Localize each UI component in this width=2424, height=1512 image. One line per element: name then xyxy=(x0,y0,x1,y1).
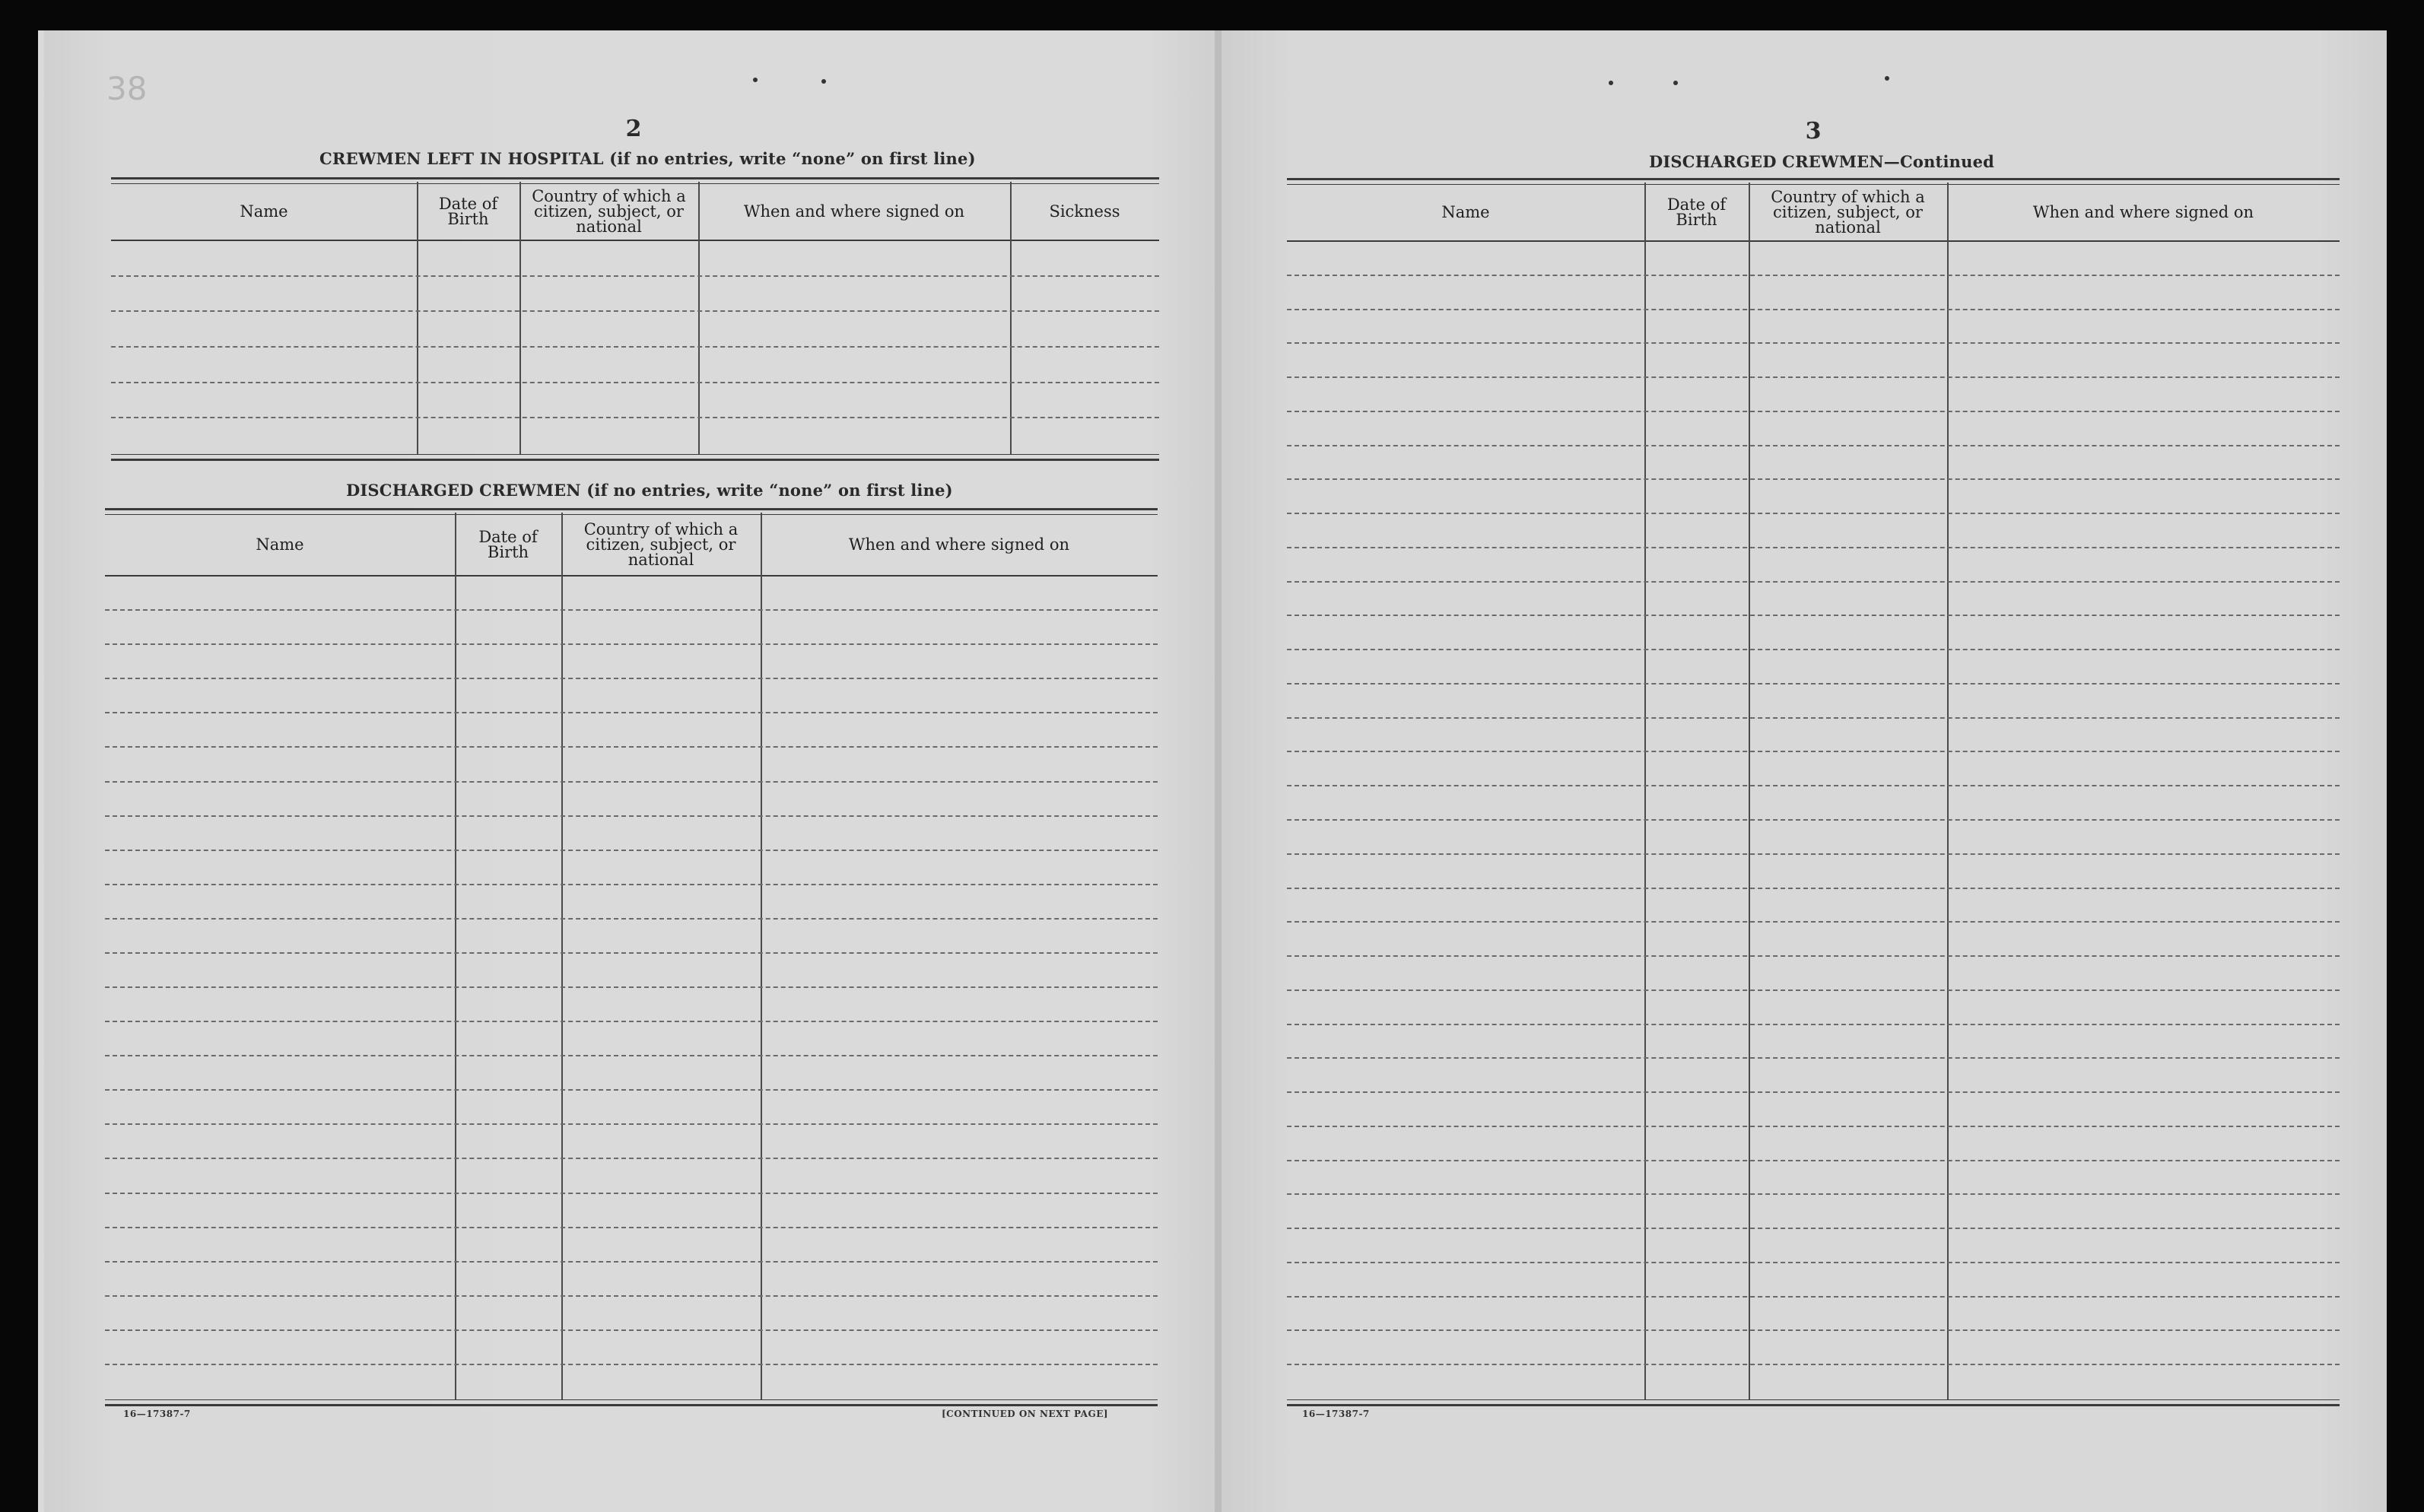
entry-line[interactable] xyxy=(111,310,1159,312)
entry-line[interactable] xyxy=(1287,1091,2340,1093)
entry-line[interactable] xyxy=(111,417,1159,418)
entry-line[interactable] xyxy=(105,1329,1158,1331)
entry-line[interactable] xyxy=(105,952,1158,954)
page-number: 3 xyxy=(1805,118,1822,145)
column-divider xyxy=(761,513,762,1399)
hospital-section-title: CREWMEN LEFT IN HOSPITAL (if no entries, write “none” on first line) xyxy=(319,149,976,168)
entry-line[interactable] xyxy=(1287,683,2340,685)
entry-line[interactable] xyxy=(1287,513,2340,514)
discharged-continued-title: DISCHARGED CREWMEN—Continued xyxy=(1649,152,1995,171)
entry-line[interactable] xyxy=(105,986,1158,988)
entry-line[interactable] xyxy=(1287,1160,2340,1161)
column-divider xyxy=(1644,183,1646,1399)
entry-line[interactable] xyxy=(1287,921,2340,923)
header-rule xyxy=(111,240,1159,241)
entry-line[interactable] xyxy=(105,1123,1158,1125)
entry-line[interactable] xyxy=(1287,445,2340,446)
entry-line[interactable] xyxy=(105,918,1158,920)
speck xyxy=(1609,81,1613,85)
column-header: Country of which a citizen, subject, or national xyxy=(532,187,686,236)
entry-line[interactable] xyxy=(105,1055,1158,1056)
entry-line[interactable] xyxy=(1287,1024,2340,1025)
entry-line[interactable] xyxy=(105,884,1158,885)
entry-line[interactable] xyxy=(1287,1329,2340,1331)
entry-line[interactable] xyxy=(105,746,1158,748)
entry-line[interactable] xyxy=(1287,309,2340,310)
entry-line[interactable] xyxy=(1287,411,2340,412)
column-divider xyxy=(698,182,700,454)
column-header: Country of which a citizen, subject, or national xyxy=(1771,188,1925,237)
form-number: 16—17387-7 xyxy=(123,1409,191,1419)
entry-line[interactable] xyxy=(105,1227,1158,1228)
speck xyxy=(1885,76,1889,81)
speck xyxy=(753,78,758,82)
discharged-table xyxy=(105,508,1158,1404)
corner-mark: 38 xyxy=(106,70,148,107)
entry-line[interactable] xyxy=(105,1021,1158,1022)
entry-line[interactable] xyxy=(1287,751,2340,752)
entry-line[interactable] xyxy=(1287,615,2340,616)
entry-line[interactable] xyxy=(111,382,1159,383)
entry-line[interactable] xyxy=(105,781,1158,783)
column-divider xyxy=(519,182,521,454)
entry-line[interactable] xyxy=(105,815,1158,817)
table-bottom-rule xyxy=(111,454,1159,461)
entry-line[interactable] xyxy=(1287,888,2340,889)
entry-line[interactable] xyxy=(1287,717,2340,719)
column-divider xyxy=(1947,183,1949,1399)
entry-line[interactable] xyxy=(1287,478,2340,480)
entry-line[interactable] xyxy=(1287,1364,2340,1365)
entry-line[interactable] xyxy=(1287,275,2340,276)
discharged-section-title: DISCHARGED CREWMEN (if no entries, write “none” on first line) xyxy=(346,481,953,500)
entry-line[interactable] xyxy=(1287,819,2340,821)
table-bottom-rule xyxy=(1287,1399,2340,1406)
entry-line[interactable] xyxy=(111,346,1159,348)
hospital-table xyxy=(111,177,1159,459)
entry-line[interactable] xyxy=(105,1295,1158,1297)
column-header: Sickness xyxy=(1049,202,1120,221)
entry-line[interactable] xyxy=(1287,1296,2340,1298)
column-divider xyxy=(455,513,456,1399)
column-header: Name xyxy=(1441,203,1490,221)
column-header: When and where signed on xyxy=(743,202,965,221)
entry-line[interactable] xyxy=(1287,1193,2340,1195)
column-divider xyxy=(1749,183,1750,1399)
form-number: 16—17387-7 xyxy=(1302,1409,1370,1419)
column-divider xyxy=(1010,182,1012,454)
discharged-continued-table xyxy=(1287,178,2340,1404)
entry-line[interactable] xyxy=(1287,376,2340,378)
column-divider xyxy=(417,182,418,454)
continued-note: [CONTINUED ON NEXT PAGE] xyxy=(942,1409,1109,1419)
entry-line[interactable] xyxy=(1287,1057,2340,1059)
speck xyxy=(821,79,826,84)
entry-line[interactable] xyxy=(1287,1126,2340,1127)
entry-line[interactable] xyxy=(1287,955,2340,957)
table-bottom-rule xyxy=(105,1399,1158,1406)
header-rule xyxy=(105,575,1158,577)
entry-line[interactable] xyxy=(105,1193,1158,1194)
entry-line[interactable] xyxy=(1287,581,2340,583)
entry-line[interactable] xyxy=(1287,1228,2340,1229)
column-header: Name xyxy=(256,535,304,554)
entry-line[interactable] xyxy=(1287,1262,2340,1263)
column-header: When and where signed on xyxy=(848,535,1070,554)
column-header: Country of which a citizen, subject, or national xyxy=(583,520,739,569)
entry-line[interactable] xyxy=(105,712,1158,713)
entry-line[interactable] xyxy=(105,678,1158,679)
entry-line[interactable] xyxy=(1287,649,2340,650)
entry-line[interactable] xyxy=(105,1364,1158,1365)
entry-line[interactable] xyxy=(1287,785,2340,786)
column-header: Name xyxy=(240,202,288,221)
entry-line[interactable] xyxy=(1287,989,2340,991)
header-rule xyxy=(1287,240,2340,242)
entry-line[interactable] xyxy=(105,1089,1158,1091)
column-header: When and where signed on xyxy=(2032,203,2254,221)
speck xyxy=(1673,81,1678,85)
page-gutter xyxy=(1215,30,1222,1512)
entry-line[interactable] xyxy=(111,275,1159,277)
column-header: Date of Birth xyxy=(438,195,498,228)
entry-line[interactable] xyxy=(105,1158,1158,1159)
entry-line[interactable] xyxy=(105,1261,1158,1263)
column-header: Date of Birth xyxy=(1666,195,1727,229)
entry-line[interactable] xyxy=(105,609,1158,611)
column-header: Date of Birth xyxy=(478,528,538,561)
entry-line[interactable] xyxy=(1287,342,2340,344)
entry-line[interactable] xyxy=(1287,547,2340,548)
entry-line[interactable] xyxy=(105,850,1158,851)
column-divider xyxy=(561,513,563,1399)
entry-line[interactable] xyxy=(105,643,1158,645)
page-number: 2 xyxy=(625,116,642,142)
entry-line[interactable] xyxy=(1287,853,2340,855)
